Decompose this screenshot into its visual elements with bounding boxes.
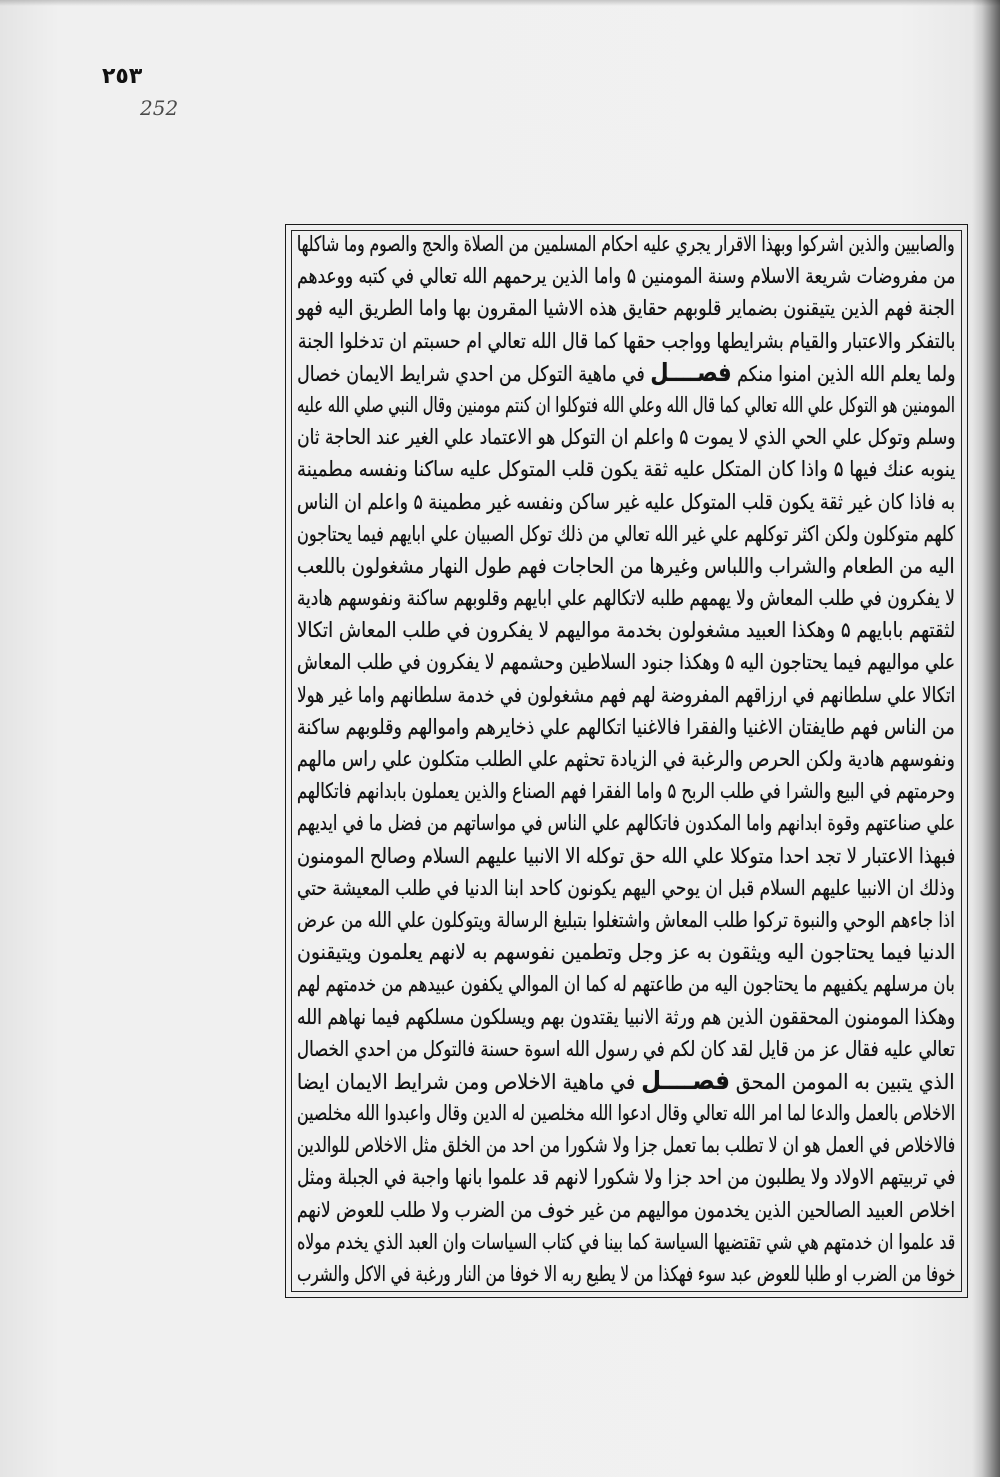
text-line [297, 968, 955, 1000]
text-line [297, 840, 955, 872]
text-line-with-heading [297, 357, 955, 389]
text-line-content: اذا جاءهم الوحي والنبوة تركوا طلب المعاش واشتغلوا بتبليغ الرسالة ويتوكلون علي الله من عرض [297, 907, 955, 932]
text-line [297, 872, 955, 904]
text-line [297, 453, 955, 485]
text-line-content [297, 357, 955, 390]
text-line-content: اتكالا علي سلطانهم في ارزاقهم المفروضة لهم فهم مشغولون في خدمة سلطانهم واما غير هولا [296, 682, 955, 707]
text-line-content: فالاخلاص في العمل هو ان لا تطلب بما تعمل جزا ولا شكورا من احد من الخلق مثل الاخلاص للوالدين [296, 1133, 955, 1158]
text-line-content: والصابيين والذين اشركوا وبهذا الاقرار يجري عليه احكام المسلمين من الصلاة والحج والصوم وما شاكلها [297, 232, 955, 256]
text-line-content: بان مرسلهم يكفيهم ما يحتاجون اليه من طاعتهم له كما ان الموالي يكفون عبيدهم من خدمتهم لهم [297, 972, 955, 997]
text-line [297, 518, 955, 550]
text-line [297, 325, 955, 357]
text-line [297, 614, 955, 646]
text-line [297, 1001, 955, 1033]
text-line [297, 904, 955, 936]
text-line [297, 486, 955, 518]
text-line-content [297, 1065, 955, 1098]
text-line-content: به فاذا كان غير ثقة يكون قلب المتوكل عليه غير ساكن ونفسه غير مطمينة ۵ واعلم ان الناس [296, 489, 955, 514]
text-line [297, 775, 955, 807]
text-line [297, 582, 955, 614]
folio-number-arabic: ٢٥٣ [102, 64, 143, 89]
text-line-content: اخلاص العبيد الصالحين الذين يخدمون مواليهم من غير خوف من الضرب ولا طلب للعوض لانهم [296, 1197, 955, 1222]
text-line-content: خوفا من الضرب او طلبا للعوض عبد سوء فهكذا من لا يطيع ربه الا خوفا من النار ورغبة في الاكل والشرب [296, 1262, 955, 1286]
text-line-content: لثقتهم بابايهم ۵ وهكذا العبيد مشغولون بخدمة مواليهم لا يفكرون في طلب المعاش اتكالا [296, 618, 955, 643]
text-line-content: ينوبه عنك فيها ۵ واذا كان المتكل عليه ثقة يكون قلب المتوكل عليه ساكنا ونفسه مطمينة [296, 457, 955, 482]
section-heading: فصــــل [641, 1065, 731, 1095]
text-line-content: الجنة فهم الذين يتيقنون بضماير قلوبهم حقايق هذه الاشيا المقرون بها واما الطريق اليه فهو [297, 296, 955, 321]
text-line [297, 807, 955, 839]
text-segment: في ماهية الاخلاص ومن شرايط الايمان ايضا [297, 1069, 636, 1094]
text-line [297, 1161, 955, 1193]
section-heading: فصــــل [649, 357, 732, 387]
text-line-content: وسلم وتوكل علي الحي الذي لا يموت ۵ واعلم ان التوكل هو الاعتماد علي الغير عند الحاجة ثان [296, 425, 955, 450]
text-segment: في ماهية التوكل من احدي شرايط الايمان خصال [296, 361, 645, 386]
text-line [297, 1033, 955, 1065]
text-line-content: الدنيا فيما يحتاجون اليه ويثقون به عز وجل وتطمين نفوسهم به لانهم يعلمون ويتيقنون [296, 940, 955, 965]
text-line-content: في تربيتهم الاولاد ولا يطلبون من احد جزا ولا شكورا لانهم قد علموا بانها واجبة في الجبلة ومثل [296, 1165, 955, 1190]
text-line [297, 260, 955, 292]
text-line-content: من الناس فهم طايفتان الاغنيا والفقرا فالاغنيا اتكالهم علي ذخايرهم واموالهم وقلوبهم ساكنة [297, 714, 955, 739]
text-segment: ولما يعلم الله الذين امنوا منكم [736, 361, 955, 386]
text-line [297, 292, 955, 324]
manuscript-text-block [297, 228, 955, 1290]
text-line-content: وحرمتهم في البيع والشرا في طلب الربح ۵ واما الفقرا فهم الصناع والذين يعملون بابدانهم فاتكالهم [297, 779, 955, 804]
text-line-content: علي صناعتهم وقوة ابدانهم واما المكدون فاتكالهم علي الناس في مواساتهم من فضل ما في ايديهم [296, 811, 955, 836]
text-segment: الذي يتبين به المومن المحق [736, 1069, 955, 1094]
text-line-content: ونفوسهم هادية ولكن الحرص والرغبة في الزيادة تحثهم علي الطلب متكلون علي راس مالهم [297, 747, 955, 771]
text-line [297, 679, 955, 711]
text-line [297, 1258, 955, 1290]
text-line-with-heading [297, 1065, 955, 1097]
text-line [297, 936, 955, 968]
text-line-content: قد علموا ان خدمتهم هي شي تقتضيها السياسة كما بينا في كتاب السياسات وان العبد الذي يخدم مولاه [296, 1229, 955, 1254]
text-line-content: اليه من الطعام والشراب واللباس وغيرها من الحاجات فهم طول النهار مشغولون باللعب [297, 553, 955, 578]
text-line [297, 389, 955, 421]
page-top-edge [0, 0, 1000, 6]
text-line-content: علي مواليهم فيما يحتاجون اليه ۵ وهكذا جنود السلاطين وحشمهم لا يفكرون في طلب المعاش [296, 650, 955, 675]
text-line [297, 743, 955, 775]
text-line [297, 1129, 955, 1161]
text-line [297, 228, 955, 260]
text-line [297, 646, 955, 678]
text-line-content: وذلك ان الانبيا عليهم السلام قبل ان يوحي اليهم يكونون كاحد ابنا الدنيا في طلب المعيشة حتي [297, 875, 955, 900]
page-edge-shadow [972, 0, 1000, 1477]
text-line-content: فبهذا الاعتبار لا تجد احدا متوكلا علي الله حق توكله الا الانبيا عليهم السلام وصالح المومنون [296, 843, 955, 868]
text-line-content: الاخلاص بالعمل والدعا لما امر الله تعالي وقال ادعوا الله مخلصين له الدين وقال واعبدوا الله مخلصين [296, 1101, 955, 1126]
text-line-content: كلهم متوكلون ولكن اكثر توكلهم علي غير الله تعالي من ذلك توكل الصبيان علي ابايهم فيما يحتاجون [297, 521, 955, 546]
text-line [297, 1097, 955, 1129]
text-line [297, 550, 955, 582]
text-line [297, 1194, 955, 1226]
text-line-content: من مفروضات شريعة الاسلام وسنة المومنين ۵ واما الذين يرحمهم الله تعالي في كتبه ووعدهم [296, 264, 955, 289]
text-line [297, 421, 955, 453]
text-line [297, 711, 955, 743]
text-line-content: المومنين هو التوكل علي الله تعالي كما قال الله وعلي الله فتوكلوا ان كنتم مومنين وقال النبي صلي الله عليه [297, 392, 955, 417]
text-line-content: تعالي عليه فقال عز من قايل لقد كان لكم في رسول الله اسوة حسنة فالتوكل من احدي الخصال [296, 1036, 955, 1061]
text-line [297, 1226, 955, 1258]
folio-number-pencil: 252 [140, 96, 179, 120]
text-line-content: لا يفكرون في طلب المعاش ولا يهمهم طلبه لاتكالهم علي ابايهم وقلوبهم ساكنة ونفوسهم هادية [297, 586, 955, 611]
text-line-content: بالتفكر والاعتبار والقيام بشرايطها وواجب حقها كما قال الله تعالي ام حسبتم ان تدخلوا الجنة [297, 328, 955, 353]
text-line-content: وهكذا المومنون المحققون الذين هم ورثة الانبيا يقتدون بهم ويسلكون مسلكهم فيما نهاهم الله [296, 1004, 955, 1029]
